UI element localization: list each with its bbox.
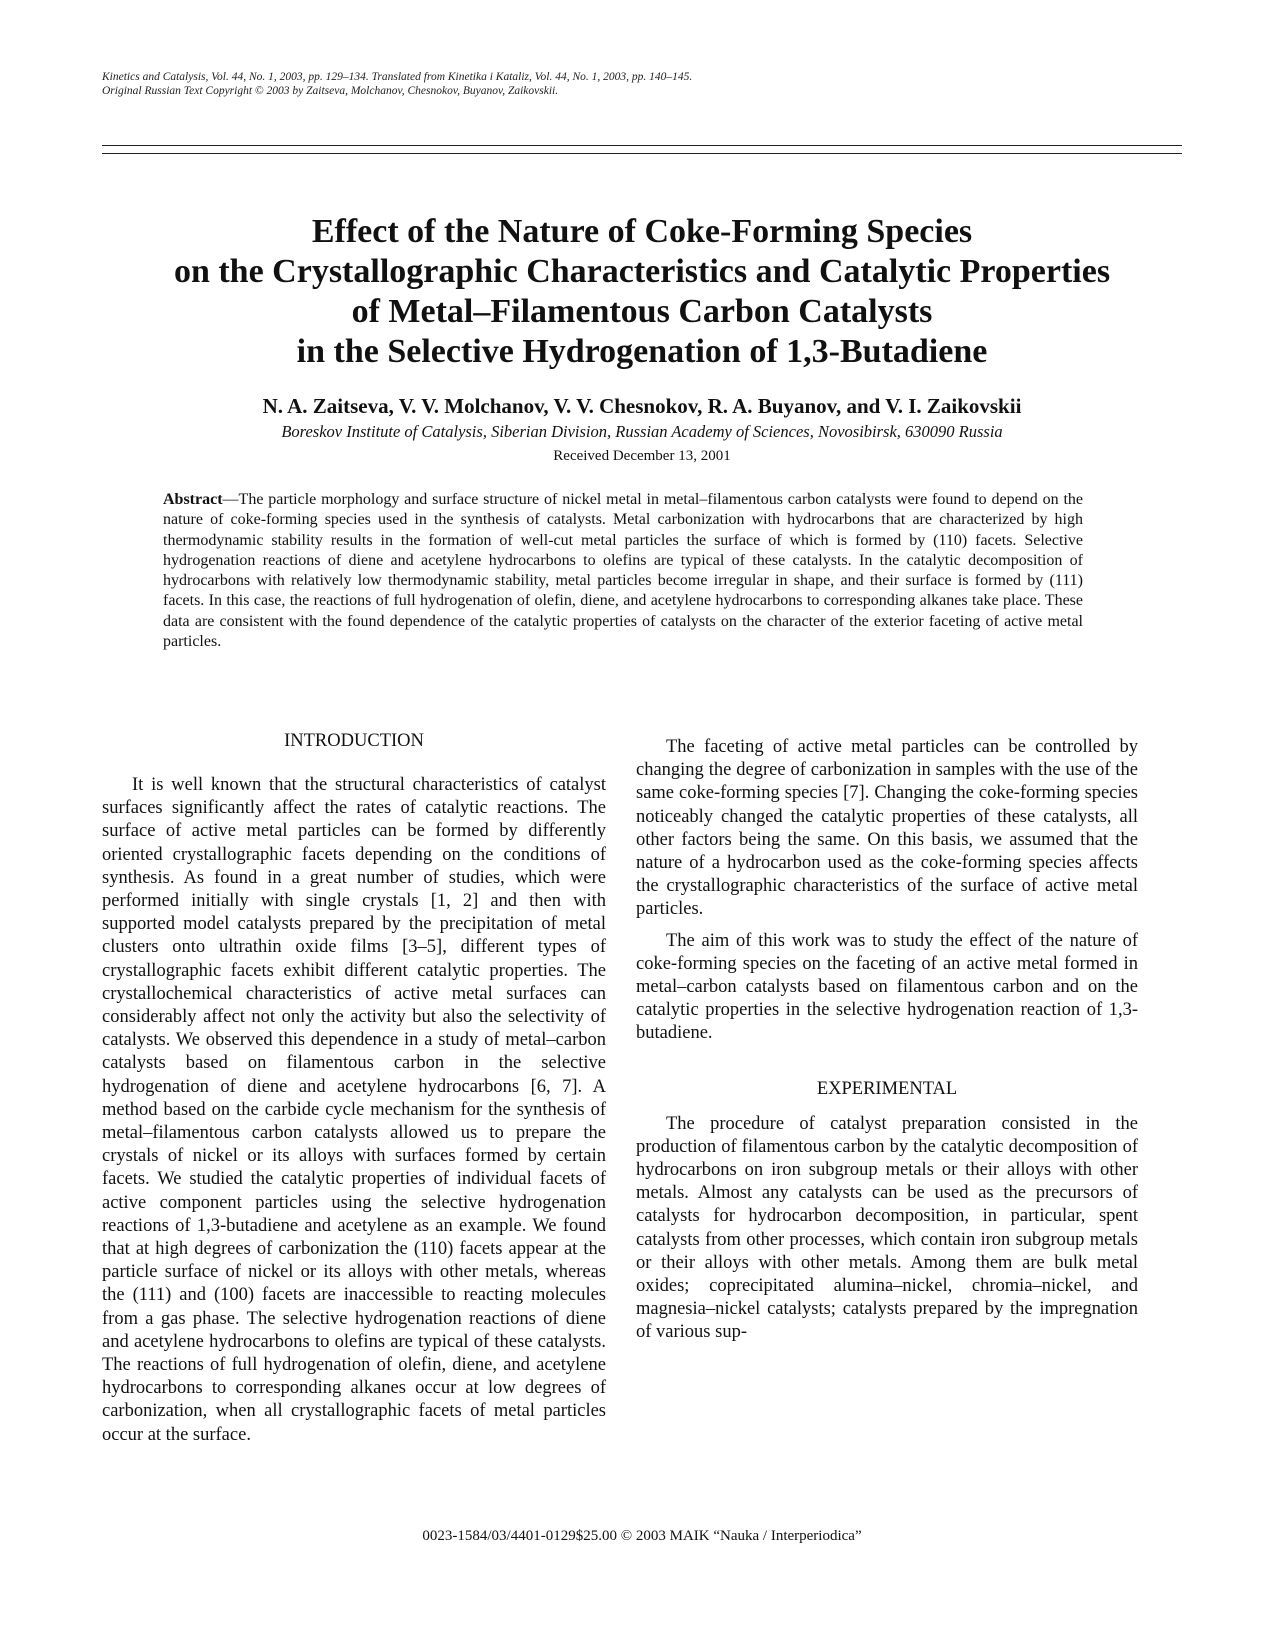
copyright-footer: 0023-1584/03/4401-0129$25.00 © 2003 MAIK “Nauka / Interperiodica” <box>422 1528 862 1544</box>
running-head-line-1: Kinetics and Catalysis, Vol. 44, No. 1, 2003, pp. 129–134. Translated from Kinetika i Kataliz, Vol. 44, No. 1, 2003, pp. 140–145. <box>102 71 693 83</box>
introduction-paragraph-2: The faceting of active metal particles can be controlled by changing the degree of carbonization in samples with the use of the same coke-forming species [7]. Changing the coke-forming species noticeably changed the catalytic properties of these catalysts, all other factors being the same. On this basis, we assumed that the nature of a hydrocarbon used as the coke-forming species affects the crystallographic characteristics of the surface of active metal particles. <box>636 737 1138 920</box>
experimental-paragraph-1: The procedure of catalyst preparation consisted in the production of filamentous carbon by the catalytic decomposition of hydrocarbons on iron subgroup metals or their alloys with other metals. Almost any catalysts can be used as the precursors of catalysts for hydrocarbon decomposition, in particular, spent catalysts from other processes, which contain iron subgroup metals or their alloys with other metals. Among them are bulk metal oxides; coprecipitated alumina–nickel, chromia–nickel, and magnesia–nickel catalysts; catalysts prepared by the impregnation of various sup- <box>636 1113 1138 1343</box>
header-rule-top <box>102 145 1182 146</box>
paper-title <box>102 212 1182 372</box>
authors: N. A. Zaitseva, V. V. Molchanov, V. V. Chesnokov, R. A. Buyanov, and V. I. Zaikovskii <box>262 394 1022 418</box>
introduction-heading: INTRODUCTION <box>284 731 424 751</box>
right-column <box>636 728 1138 1353</box>
header-rule-bottom <box>102 153 1182 154</box>
experimental-heading: EXPERIMENTAL <box>816 1078 958 1099</box>
affiliation: Boreskov Institute of Catalysis, Siberian Division, Russian Academy of Sciences, Novosibirsk, 630090 Russia <box>281 422 1003 441</box>
running-head-line-2: Original Russian Text Copyright © 2003 by Zaitseva, Molchanov, Chesnokov, Buyanov, Zaikovskii. <box>102 85 559 97</box>
title-line-2: on the Crystallographic Characteristics and Catalytic Properties <box>173 253 1111 290</box>
abstract-text: —The particle morphology and surface structure of nickel metal in metal–filamentous carbon catalysts were found to depend on the nature of coke-forming species used in the synthesis of catalysts. Metal carbonization with hydrocarbons that are characterized by high thermodynamic stability results in the formation of well-cut metal particles the surface of which is formed by (110) facets. Selective hydrogenation reactions of diene and acetylene hydrocarbons to olefins are typical of these catalysts. In the catalytic decomposition of hydrocarbons with relatively low thermodynamic stability, metal particles become irregular in shape, and their surface is formed by (111) facets. In this case, the reactions of full hydrogenation of olefin, diene, and acetylene hydrocarbons to corresponding alkanes take place. These data are consistent with the found dependence of the catalytic properties of catalysts on the character of the exterior faceting of active metal particles. <box>163 491 1083 651</box>
title-line-3: of Metal–Filamentous Carbon Catalysts <box>351 293 933 330</box>
abstract-label: Abstract <box>163 491 223 508</box>
left-column <box>102 730 606 1455</box>
introduction-paragraph-3: The aim of this work was to study the effect of the nature of coke-forming species on the faceting of an active metal formed in metal–carbon catalysts based on filamentous carbon and on the catalytic properties in the selective hydrogenation reaction of 1,3-butadiene. <box>636 930 1138 1044</box>
title-line-1: Effect of the Nature of Coke-Forming Species <box>311 213 973 250</box>
abstract <box>163 490 1083 652</box>
introduction-paragraph-1: It is well known that the structural characteristics of catalyst surfaces significantly affect the rates of catalytic reactions. The surface of active metal particles can be formed by differently oriented crystallographic facets depending on the conditions of synthesis. As found in a great number of studies, which were performed initially with single crystals [1, 2] and then with supported model catalysts prepared by the precipitation of metal clusters onto ultrathin oxide films [3–5], different types of crystallographic facets exhibit different catalytic properties. The crystallochemical characteristics of active metal surfaces can considerably affect not only the activity but also the selectivity of catalysts. We observed this dependence in a study of metal–carbon catalysts based on filamentous carbon in the selective hydrogenation of diene and acetylene hydrocarbons [6, 7]. A method based on the carbide cycle mechanism for the synthesis of metal–filamentous carbon catalysts allowed us to prepare the crystals of nickel or its alloys with surfaces formed by certain facets. We studied the catalytic properties of individual facets of active component particles using the selective hydrogenation reactions of 1,3-butadiene and acetylene as an example. We found that at high degrees of carbonization the (110) facets appear at the particle surface of nickel or its alloys with other metals, whereas the (111) and (100) facets are inaccessible to reacting molecules from a gas phase. The selective hydrogenation reactions of diene and acetylene hydrocarbons to olefins are typical of these catalysts. The reactions of full hydrogenation of olefin, diene, and acetylene hydrocarbons to corresponding alkanes occur at low degrees of carbonization, when all crystallographic facets of metal particles occur at the surface. <box>102 775 606 1445</box>
title-line-4: in the Selective Hydrogenation of 1,3-Butadiene <box>296 333 988 370</box>
running-head <box>102 70 1182 98</box>
received-date: Received December 13, 2001 <box>553 448 731 464</box>
